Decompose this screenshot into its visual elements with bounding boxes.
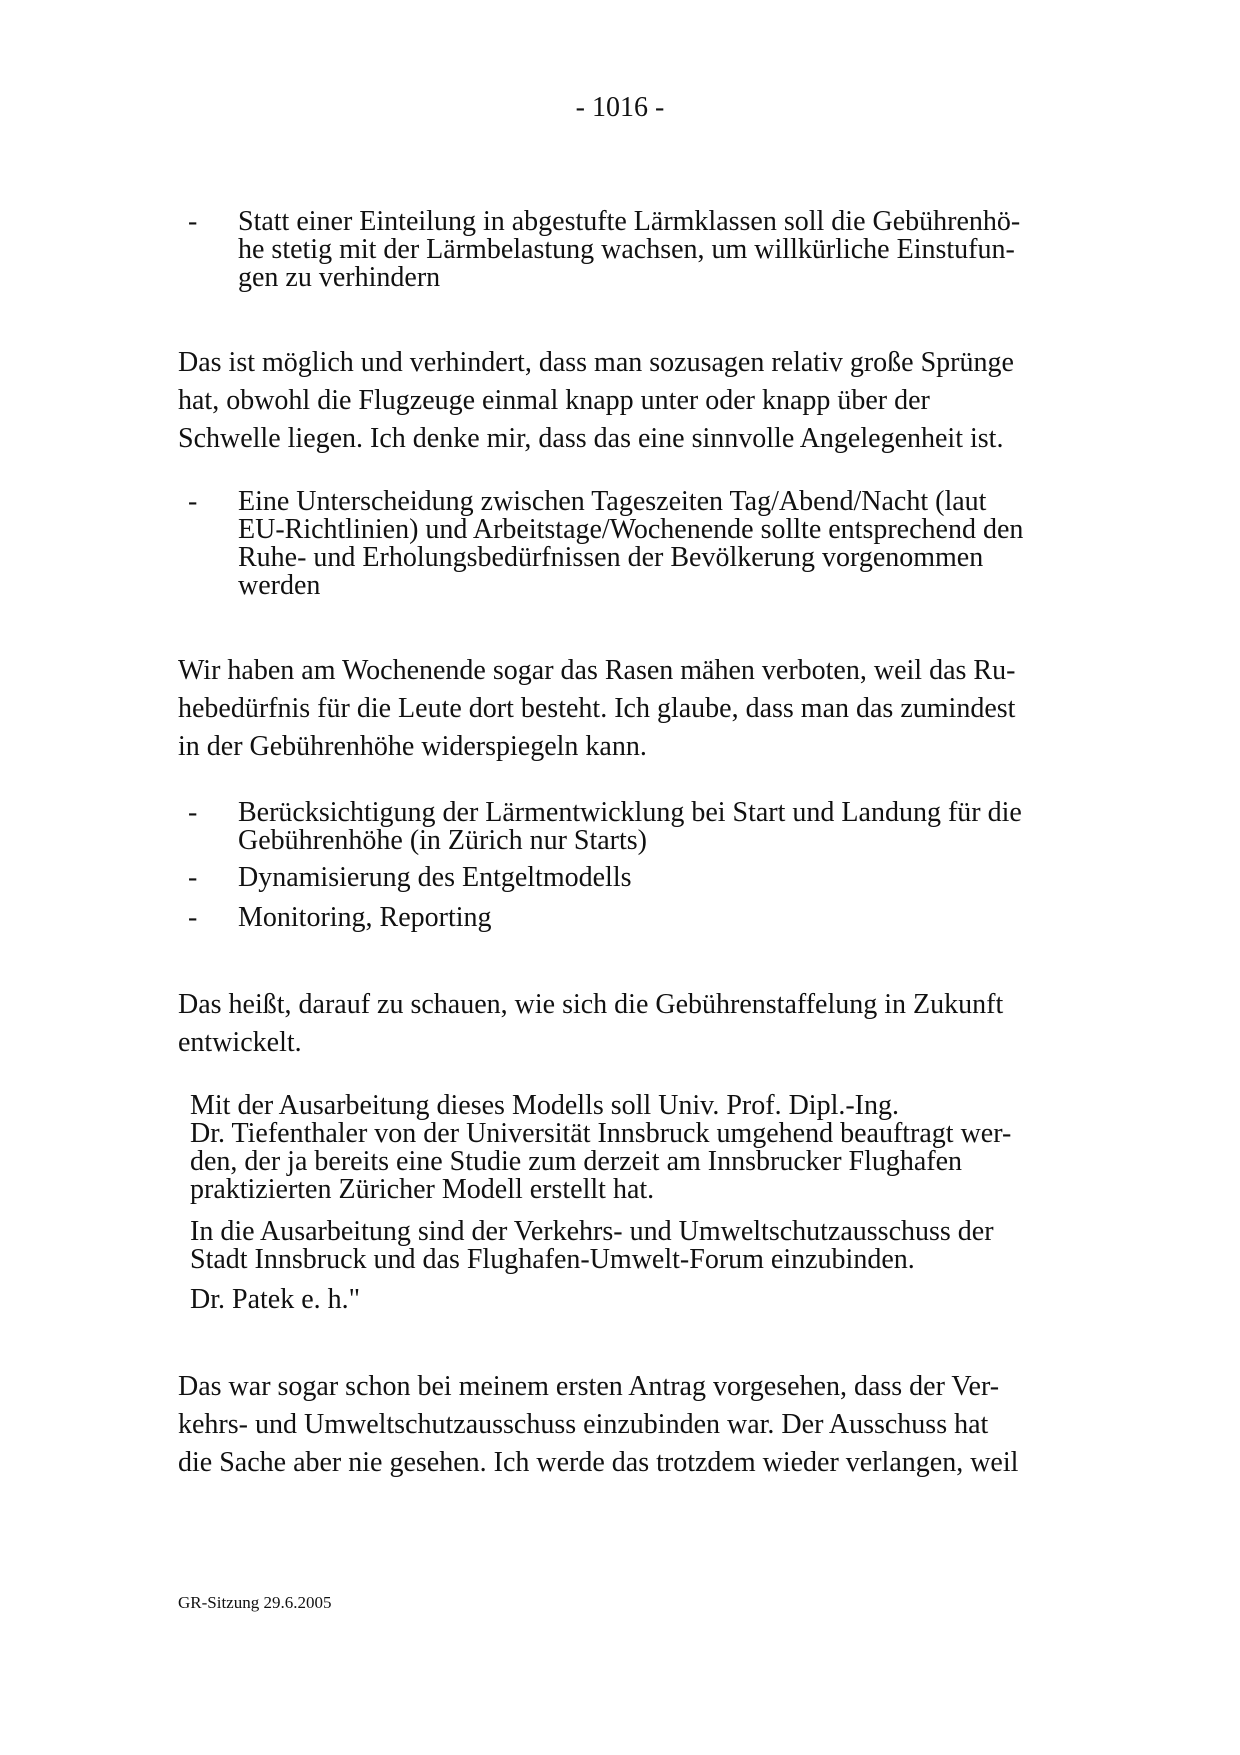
quote-signature bbox=[190, 1286, 1090, 1314]
bullet-marker: - bbox=[188, 486, 198, 517]
bullet-line: he stetig mit der Lärmbelastung wachsen, um willkürliche Einstufun- bbox=[238, 234, 1015, 265]
quote-line: Dr. Patek e. h." bbox=[190, 1284, 361, 1315]
bullet-line: Berücksichtigung der Lärmentwicklung bei Start und Landung für die bbox=[238, 797, 1022, 828]
paragraph-line: kehrs- und Umweltschutzausschuss einzubinden war. Der Ausschuss hat bbox=[178, 1409, 989, 1440]
page-number: - 1016 - bbox=[575, 92, 665, 123]
paragraph bbox=[178, 344, 1078, 458]
quote-paragraph bbox=[190, 1092, 1090, 1204]
footer-session-date: GR-Sitzung 29.6.2005 bbox=[178, 1593, 332, 1612]
bullet-marker: - bbox=[188, 797, 198, 828]
paragraph-line: Das heißt, darauf zu schauen, wie sich die Gebührenstaffelung in Zukunft bbox=[178, 989, 1004, 1020]
paragraph-line: die Sache aber nie gesehen. Ich werde das trotzdem wieder verlangen, weil bbox=[178, 1447, 1019, 1478]
bullet-line: Gebührenhöhe (in Zürich nur Starts) bbox=[238, 825, 647, 856]
paragraph bbox=[178, 986, 1078, 1062]
paragraph-line: Das ist möglich und verhindert, dass man sozusagen relativ große Sprünge bbox=[178, 347, 1014, 378]
paragraph-line: entwickelt. bbox=[178, 1027, 302, 1058]
paragraph bbox=[178, 1368, 1078, 1482]
quote-line: Mit der Ausarbeitung dieses Modells soll Univ. Prof. Dipl.-Ing. bbox=[190, 1090, 900, 1121]
quote-line: praktizierten Züricher Modell erstellt hat. bbox=[190, 1174, 655, 1205]
bullet-marker: - bbox=[188, 862, 198, 893]
bullet-line: EU-Richtlinien) und Arbeitstage/Wochenende sollte entsprechend den bbox=[238, 514, 1024, 545]
bullet-line: gen zu verhindern bbox=[238, 262, 441, 293]
paragraph-line: hat, obwohl die Flugzeuge einmal knapp unter oder knapp über der bbox=[178, 385, 930, 416]
bullet-line: Eine Unterscheidung zwischen Tageszeiten Tag/Abend/Nacht (laut bbox=[238, 486, 987, 517]
bullet-line: Ruhe- und Erholungsbedürfnissen der Bevölkerung vorgenommen bbox=[238, 542, 984, 573]
bullet-line: werden bbox=[238, 570, 321, 601]
paragraph-line: Schwelle liegen. Ich denke mir, dass das eine sinnvolle Angelegenheit ist. bbox=[178, 423, 1004, 454]
quote-line: Stadt Innsbruck und das Flughafen-Umwelt-Forum einzubinden. bbox=[190, 1244, 915, 1275]
quote-line: In die Ausarbeitung sind der Verkehrs- und Umweltschutzausschuss der bbox=[190, 1216, 994, 1247]
bullet-line: Dynamisierung des Entgeltmodells bbox=[238, 862, 632, 893]
bullet-marker: - bbox=[188, 902, 198, 933]
bullet-marker: - bbox=[188, 206, 198, 237]
quote-paragraph bbox=[190, 1218, 1090, 1274]
paragraph-line: hebedürfnis für die Leute dort besteht. Ich glaube, dass man das zumindest bbox=[178, 693, 1016, 724]
paragraph-line: Das war sogar schon bei meinem ersten Antrag vorgesehen, dass der Ver- bbox=[178, 1371, 1000, 1402]
paragraph bbox=[178, 652, 1078, 766]
bullet-line: Monitoring, Reporting bbox=[238, 902, 492, 933]
quote-line: den, der ja bereits eine Studie zum derzeit am Innsbrucker Flughafen bbox=[190, 1146, 963, 1177]
quote-line: Dr. Tiefenthaler von der Universität Innsbruck umgehend beauftragt wer- bbox=[190, 1118, 1012, 1149]
paragraph-line: Wir haben am Wochenende sogar das Rasen mähen verboten, weil das Ru- bbox=[178, 655, 1016, 686]
bullet-line: Statt einer Einteilung in abgestufte Lärmklassen soll die Gebührenhö- bbox=[238, 206, 1021, 237]
paragraph-line: in der Gebührenhöhe widerspiegeln kann. bbox=[178, 731, 647, 762]
